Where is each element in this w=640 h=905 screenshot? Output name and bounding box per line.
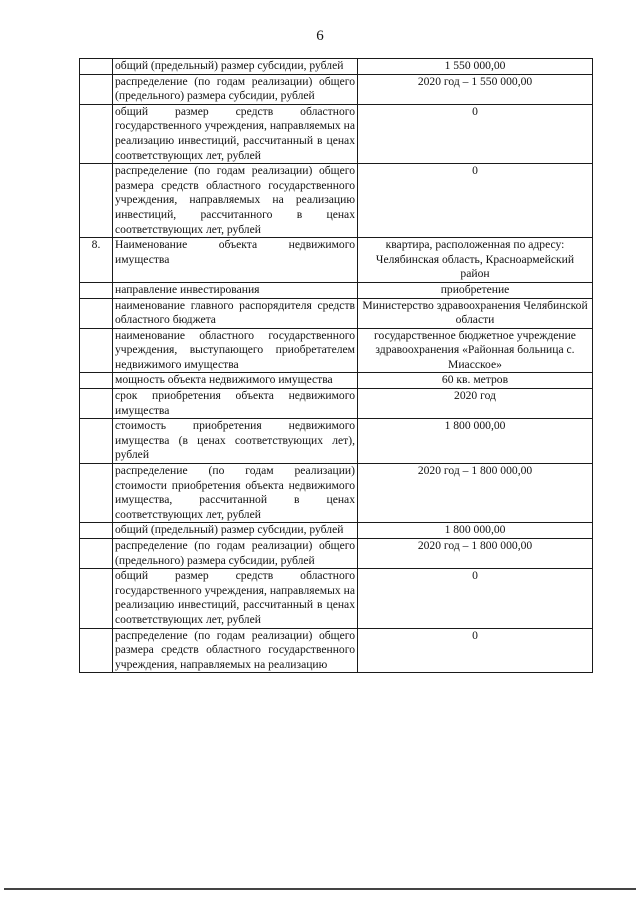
row-number [80, 628, 113, 673]
row-label: направление инвестирования [113, 282, 358, 298]
row-number [80, 59, 113, 75]
table-row [80, 523, 593, 539]
row-label: мощность объекта недвижимого имущества [113, 373, 358, 389]
investment-table [79, 58, 593, 673]
row-label: срок приобретения объекта недвижимого имущества [113, 389, 358, 419]
row-label: распределение (по годам реализации) общего размера средств областного государственного учреждения, направляемых на реализацию инвестиций, рассчитанного в ценах соответствующих лет, рублей [113, 164, 358, 238]
row-number [80, 298, 113, 328]
row-value: 2020 год – 1 800 000,00 [358, 464, 593, 523]
row-number [80, 464, 113, 523]
table-row [80, 464, 593, 523]
row-label: наименование областного государственного учреждения, выступающего приобретателем недвижимого имущества [113, 328, 358, 373]
row-value: 0 [358, 569, 593, 628]
row-value: 0 [358, 104, 593, 163]
row-number [80, 164, 113, 238]
row-number [80, 523, 113, 539]
row-number [80, 373, 113, 389]
row-number [80, 282, 113, 298]
row-value: 0 [358, 628, 593, 673]
row-value: 1 550 000,00 [358, 59, 593, 75]
row-value: 1 800 000,00 [358, 419, 593, 464]
row-label: наименование главного распорядителя средств областного бюджета [113, 298, 358, 328]
row-value: 1 800 000,00 [358, 523, 593, 539]
row-value: 2020 год [358, 389, 593, 419]
row-label: распределение (по годам реализации) общего (предельного) размера субсидии, рублей [113, 74, 358, 104]
row-number [80, 389, 113, 419]
bottom-divider [4, 888, 636, 890]
table-row [80, 569, 593, 628]
row-value: 2020 год – 1 800 000,00 [358, 539, 593, 569]
row-number [80, 74, 113, 104]
row-number [80, 539, 113, 569]
table-row [80, 328, 593, 373]
row-label: распределение (по годам реализации) стоимости приобретения объекта недвижимого имущества, рассчитанной в ценах соответствующих лет, рублей [113, 464, 358, 523]
table-row [80, 238, 593, 283]
row-value: приобретение [358, 282, 593, 298]
row-number [80, 569, 113, 628]
row-value: 0 [358, 164, 593, 238]
table-row [80, 539, 593, 569]
table-row [80, 628, 593, 673]
row-value: 2020 год – 1 550 000,00 [358, 74, 593, 104]
row-label: распределение (по годам реализации) общего размера средств областного государственного учреждения, направляемых на реализацию [113, 628, 358, 673]
table-row [80, 389, 593, 419]
row-label: общий размер средств областного государственного учреждения, направляемых на реализацию инвестиций, рассчитанный в ценах соответствующих лет, рублей [113, 569, 358, 628]
table-row [80, 373, 593, 389]
table-row [80, 59, 593, 75]
row-value: Министерство здравоохранения Челябинской области [358, 298, 593, 328]
row-number: 8. [80, 238, 113, 283]
row-number [80, 419, 113, 464]
table-row [80, 282, 593, 298]
table-row [80, 104, 593, 163]
row-value: государственное бюджетное учреждение здравоохранения «Районная больница с. Миасское» [358, 328, 593, 373]
page-number: 6 [316, 28, 324, 44]
table-row [80, 74, 593, 104]
row-label: стоимость приобретения недвижимого имущества (в ценах соответствующих лет), рублей [113, 419, 358, 464]
table-row [80, 164, 593, 238]
row-label: общий (предельный) размер субсидии, рублей [113, 59, 358, 75]
table-body [80, 59, 593, 673]
row-label: распределение (по годам реализации) общего (предельного) размера субсидии, рублей [113, 539, 358, 569]
table-row [80, 298, 593, 328]
row-label: общий (предельный) размер субсидии, рублей [113, 523, 358, 539]
row-number [80, 328, 113, 373]
row-label: общий размер средств областного государственного учреждения, направляемых на реализацию инвестиций, рассчитанный в ценах соответствующих лет, рублей [113, 104, 358, 163]
row-label: Наименование объекта недвижимого имущества [113, 238, 358, 283]
row-value: 60 кв. метров [358, 373, 593, 389]
table-row [80, 419, 593, 464]
row-value: квартира, расположенная по адресу: Челябинская область, Красноармейский район [358, 238, 593, 283]
row-number [80, 104, 113, 163]
